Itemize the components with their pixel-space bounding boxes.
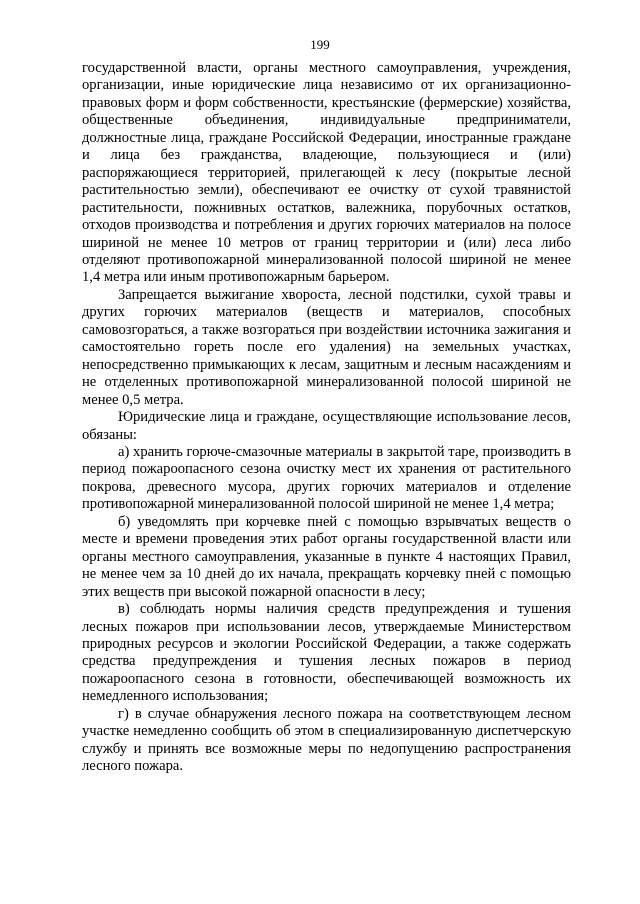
paragraph-obligations-intro: Юридические лица и граждане, осуществляющие использование лесов, обязаны:: [82, 409, 571, 443]
list-item-b: б) уведомлять при корчевке пней с помощью взрывчатых веществ о месте и времени проведения этих работ органы государственной власти или органы местного самоуправления, указанные в пункте 4 настоящих Правил, не менее чем за 10 дней до их начала, прекращать корчевку пней с помощью этих веществ при высокой пожарной опасности в лесу;: [82, 513, 571, 600]
paragraph-continuation: государственной власти, органы местного самоуправления, учреждения, организации, иные юридические лица независимо от их организационно-правовых форм и форм собственности, крестьянские (фермерские) хозяйства, общественные объединения, индивидуальные предприниматели, должностные лица, граждане Российской Федерации, иностранные граждане и лица без гражданства, владеющие, пользующиеся и (или) распоряжающиеся территорией, прилегающей к лесу (покрытые лесной растительностью земли), обеспечивают ее очистку от сухой травянистой растительности, пожнивных остатков, валежника, порубочных остатков, отходов производства и потребления и других горючих материалов на полосе шириной не менее 10 метров от границ территории и (или) леса либо отделяют противопожарной минерализованной полосой шириной не менее 1,4 метра или иным противопожарным барьером.: [82, 60, 571, 286]
page-number: 199: [310, 37, 330, 52]
list-item-v: в) соблюдать нормы наличия средств предупреждения и тушения лесных пожаров при использовании лесов, утверждаемые Министерством природных ресурсов и экологии Российской Федерации, а также содержать средства предупреждения и тушения лесных пожаров в период пожароопасного сезона в готовности, обеспечивающей возможность их немедленного использования;: [82, 601, 571, 705]
paragraph-burning-prohibition: Запрещается выжигание хвороста, лесной подстилки, сухой травы и других горючих материалов (веществ и материалов, способных самовозгораться, а также возгораться при воздействии источника зажигания и самостоятельно гореть после его удаления) на земельных участках, непосредственно примыкающих к лесам, защитным и лесным насаждениям и не отделенных противопожарной минерализованной полосой шириной не менее 0,5 метра.: [82, 286, 571, 408]
document-body: [82, 60, 571, 776]
list-item-g: г) в случае обнаружения лесного пожара на соответствующем лесном участке немедленно сообщить об этом в специализированную диспетчерскую службу и принять все возможные меры по недопущению распространения лесного пожара.: [82, 705, 571, 775]
list-item-a: а) хранить горюче-смазочные материалы в закрытой таре, производить в период пожароопасного сезона очистку мест их хранения от растительного покрова, древесного мусора, других горючих материалов и отделение противопожарной минерализованной полосой шириной не менее 1,4 метра;: [82, 443, 571, 513]
